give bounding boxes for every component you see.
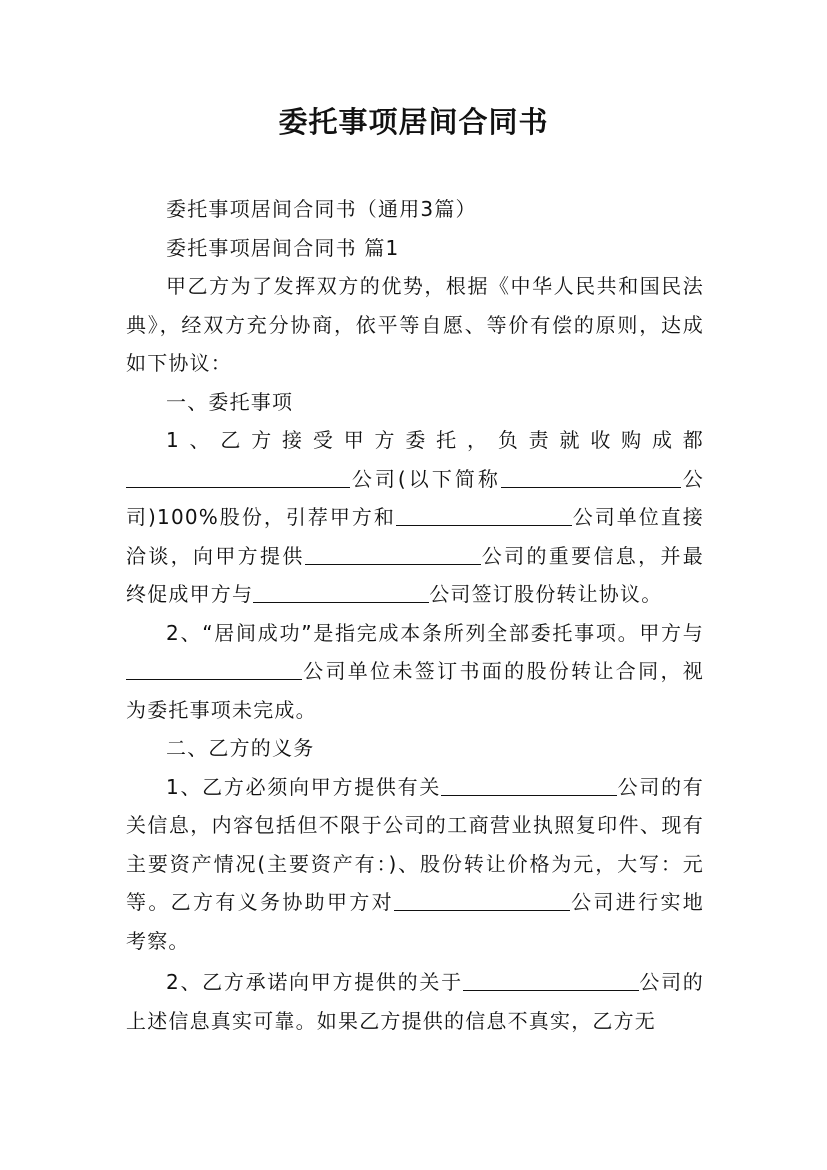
fill-blank-line (126, 659, 302, 680)
text-run: 1、乙方接受甲方委托，负责就收购成都 (166, 428, 704, 452)
text-run: 公司)100%股份，引荐甲方和 (126, 466, 704, 529)
intro-paragraph: 甲乙方为了发挥双方的优势，根据《中华人民共和国民法典》，经双方充分协商，依平等自愿、等价有偿的原则，达成如下协议： (126, 274, 704, 375)
text-run: 公司的有关信息，内容包括但不限于公司的工商营业执照复印件、现有主要资产情况(主要资产有：)、股份转让价格为元，大写：元等。乙方有义务协助甲方对 (126, 774, 704, 914)
text-run: 2、“居间成功”是指完成本条所列全部委托事项。甲方与 (166, 620, 704, 645)
text-run: 公司进行实地考察。 (126, 890, 704, 953)
fill-blank-line (394, 890, 570, 911)
text-run: 公司的上述信息真实可靠。如果乙方提供的信息不真实，乙方无 (126, 970, 704, 1033)
fill-blank-line (501, 467, 681, 488)
fill-blank-line (253, 582, 429, 603)
text-run: 公司(以下简称 (350, 466, 501, 491)
clause-2-1 (126, 768, 704, 961)
fill-blank-line (441, 775, 617, 796)
section-heading: 委托事项居间合同书 篇1 (166, 235, 400, 260)
text-run: 公司签订股份转让协议。 (429, 582, 663, 606)
document-subtitle: 委托事项居间合同书（通用3篇） (166, 197, 477, 221)
clause-1-1 (126, 421, 704, 614)
fill-blank-line (463, 970, 639, 991)
text-run: 公司的重要信息，并最终促成甲方与 (126, 543, 704, 606)
fill-blank-line (305, 544, 481, 565)
text-run: 公司单位未签订书面的股份转让合同，视为委托事项未完成。 (126, 659, 704, 722)
text-run: 公司单位直接洽谈，向甲方提供 (126, 505, 705, 568)
fill-blank-line (126, 467, 350, 488)
clause-1-2 (126, 614, 704, 730)
text-run: 2、乙方承诺向甲方提供的关于 (166, 970, 463, 994)
text-run: 1、乙方必须向甲方提供有关 (166, 774, 442, 799)
document-body (126, 190, 704, 1040)
clause-2-2 (126, 963, 704, 1040)
fill-blank-line (396, 505, 572, 526)
heading-party-b-obligations: 二、乙方的义务 (166, 736, 315, 760)
heading-entrusted-matters: 一、委托事项 (166, 389, 294, 414)
document-title: 委托事项居间合同书 (278, 105, 549, 139)
